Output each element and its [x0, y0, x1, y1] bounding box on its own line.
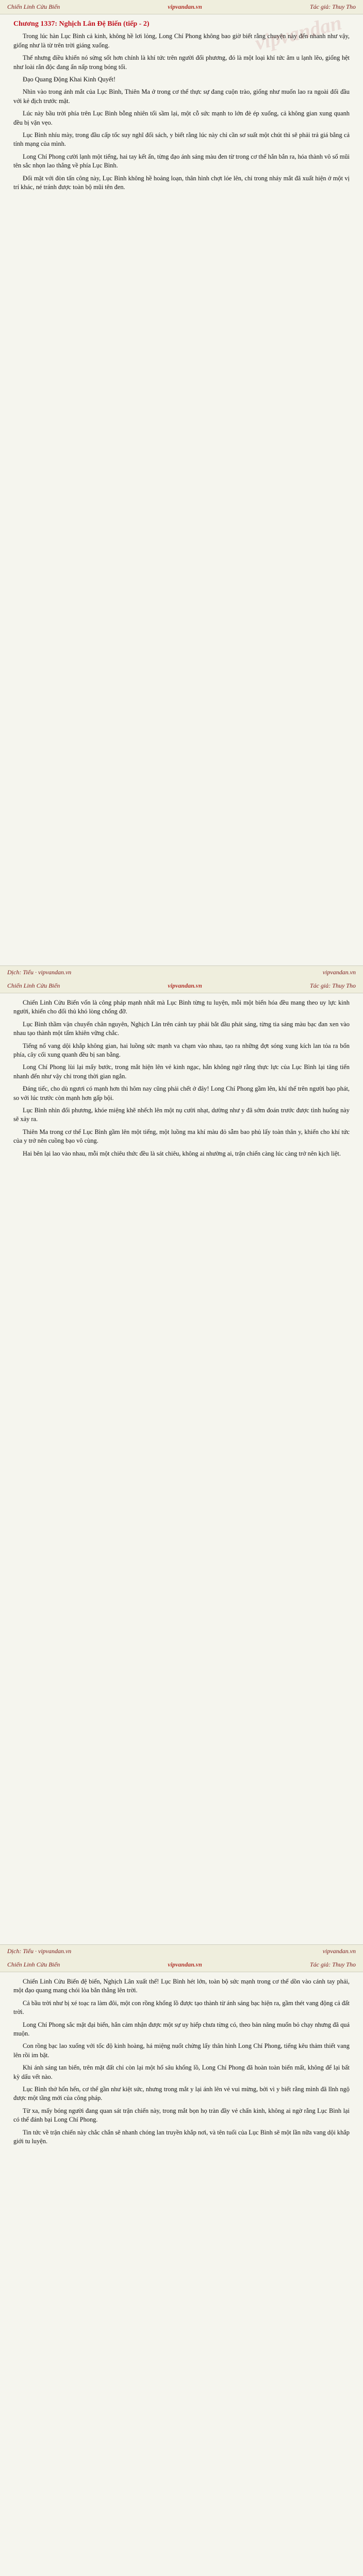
page-footer — [0, 1944, 363, 1958]
header-author: Tác giả: Thuy Tho — [309, 3, 356, 10]
paragraph: Đáng tiếc, cho dù ngươi có mạnh hơn thì hôm nay cũng phải chết ở đây! Long Chí Phong gầm lên, khí thế trên người bạo phát, so với lúc trước còn mạnh hơn gấp bội. — [13, 1085, 350, 1101]
header-site[interactable]: vipvandan.vn — [168, 982, 202, 989]
page-header — [0, 0, 363, 14]
footer-translator: Dịch: Tiểu · vipvandan.vn — [7, 1947, 72, 1955]
paragraph: Chiến Linh Cửu Biến đệ biến, Nghịch Lân xuất thế! Lục Bình hét lớn, toàn bộ sức mạnh trong cơ thể dồn vào cánh tay phải, một đạo quang mang chói lòa bắn thẳng lên trời. — [13, 1978, 350, 1994]
paragraph: Long Chí Phong lùi lại mấy bước, trong mắt hiện lên vẻ kinh ngạc, hắn không ngờ rằng thực lực của Lục Bình lại tăng tiến nhanh đến như vậy chỉ trong thời gian ngắn. — [13, 1063, 350, 1080]
paragraph: Lục Bình nhíu mày, trong đầu cấp tốc suy nghĩ đối sách, y biết rằng lúc này chỉ cần sơ suất một chút thì sẽ phải trả giá bằng cả tính mạng của mình. — [13, 131, 350, 148]
paragraph: Từ xa, mấy bóng người đang quan sát trận chiến này, trong mắt bọn họ tràn đầy vẻ chấn kinh, không ai ngờ rằng Lục Bình lại có thể đánh bại Long Chí Phong. — [13, 2107, 350, 2124]
paragraph: Thế nhưng điều khiến nó sửng sốt hơn chính là khí tức trên người đối phương, đó là một loại khí tức âm u lạnh lẽo, giống hệt như loài rắn độc đang ẩn nấp trong bóng tối. — [13, 54, 350, 71]
header-author: Tác giả: Thuy Tho — [309, 1961, 356, 1968]
watermark: vipvandan — [252, 10, 344, 55]
paragraph: Lục Bình thầm vận chuyển chân nguyên, Nghịch Lân trên cánh tay phải bắt đầu phát sáng, từng tia sáng màu bạc đan xen vào nhau tạo thành một tấm khiên vững chắc. — [13, 1020, 350, 1037]
paragraph: Lục Bình nhìn đối phương, khóe miệng khẽ nhếch lên một nụ cười nhạt, dường như y đã sớm đoán trước được tình huống này sẽ xảy ra. — [13, 1107, 350, 1123]
chapter-body — [0, 14, 363, 192]
paragraph: Trong lúc hàn Lục Bình cả kinh, không hề lơi lỏng, Long Chí Phong không bao giờ biết rằng chuyện này đến nhanh như vậy, giống như là từ trên trời giáng xuống. — [13, 32, 350, 49]
chapter-body — [0, 993, 363, 1158]
paragraph: Cả bầu trời như bị xé toạc ra làm đôi, một con rồng khổng lồ được tạo thành từ ánh sáng bạc hiện ra, gầm thét vang động cả đất trời. — [13, 1999, 350, 2016]
paragraph: Tin tức về trận chiến này chắc chắn sẽ nhanh chóng lan truyền khắp nơi, và tên tuổi của Lục Bình sẽ một lần nữa vang dội khắp giới tu luyện. — [13, 2128, 350, 2145]
paragraph: Long Chí Phong cười lạnh một tiếng, hai tay kết ấn, từng đạo ánh sáng màu đen từ trong cơ thể hắn bắn ra, hóa thành vô số mũi tên sắc nhọn lao thẳng về phía Lục Bình. — [13, 152, 350, 170]
paragraph: Nhìn vào trong ánh mắt của Lục Bình, Thiên Ma ở trong cơ thể thực sự đang cuộn trào, giống như muốn lao ra ngoài đối đầu với kẻ địch trước mặt. — [13, 88, 350, 105]
page-header — [0, 1958, 363, 1972]
paragraph: Chiến Linh Cửu Biến vốn là công pháp mạnh nhất mà Lục Bình từng tu luyện, mỗi một biến hóa đều mang theo uy lực kinh người, khiến cho đối thủ khó lòng chống đỡ. — [13, 999, 350, 1015]
footer-site[interactable]: vipvandan.vn — [322, 1947, 356, 1955]
paragraph: Khi ánh sáng tan biến, trên mặt đất chỉ còn lại một hố sâu khổng lồ, Long Chí Phong đã hoàn toàn biến mất, không để lại bất kỳ dấu vết nào. — [13, 2064, 350, 2080]
header-title: Chiến Linh Cửu Biến — [7, 3, 60, 10]
header-author: Tác giả: Thuy Tho — [309, 982, 356, 989]
page-section-3 — [0, 1958, 363, 2576]
footer-site[interactable]: vipvandan.vn — [322, 969, 356, 976]
paragraph: Tiếng nổ vang dội khắp không gian, hai luồng sức mạnh va chạm vào nhau, tạo ra những đợt sóng xung kích lan tỏa ra bốn phía, cây cối xung quanh đều bị san bằng. — [13, 1042, 350, 1059]
page-header — [0, 979, 363, 993]
paragraph: Con rồng bạc lao xuống với tốc độ kinh hoàng, há miệng nuốt chửng lấy thân hình Long Chí Phong, tiếng kêu thảm thiết vang lên rồi im bặt. — [13, 2042, 350, 2059]
header-site[interactable]: vipvandan.vn — [168, 1961, 202, 1968]
paragraph: Đối mặt với đòn tấn công này, Lục Bình không hề hoảng loạn, thân hình chợt lóe lên, chỉ trong nháy mắt đã xuất hiện ở một vị trí khác, né tránh được toàn bộ mũi tên đen. — [13, 174, 350, 191]
paragraph: Đạo Quang Động Khai Kinh Quyết! — [23, 76, 116, 83]
chapter-body — [0, 1972, 363, 2146]
header-title: Chiến Linh Cửu Biến — [7, 1961, 60, 1968]
paragraph: Lục Bình thở hổn hển, cơ thể gần như kiệt sức, nhưng trong mắt y lại ánh lên vẻ vui mừng, bởi vì y biết rằng mình đã lĩnh ngộ được một tầng mới của công pháp. — [13, 2086, 350, 2102]
page-footer — [0, 965, 363, 979]
header-title: Chiến Linh Cửu Biến — [7, 982, 60, 989]
paragraph: Thiên Ma trong cơ thể Lục Bình gầm lên một tiếng, một luồng ma khí màu đỏ sẫm bao phủ lấy toàn thân y, khiến cho khí tức của y trở nên cuồng bạo vô cùng. — [13, 1128, 350, 1145]
paragraph: Hai bên lại lao vào nhau, mỗi một chiêu thức đều là sát chiêu, không ai nhường ai, trận chiến càng lúc càng trở nên kịch liệt. — [23, 1149, 341, 1157]
paragraph: Lúc này bầu trời phía trên Lục Bình bỗng nhiên tối sầm lại, một cỗ sức mạnh to lớn đè ép xuống, cả không gian xung quanh đều bị vặn vẹo. — [13, 110, 350, 126]
footer-translator: Dịch: Tiểu · vipvandan.vn — [7, 969, 72, 976]
page-section-1 — [0, 0, 363, 979]
page-section-2 — [0, 979, 363, 1958]
paragraph: Long Chí Phong sắc mặt đại biến, hắn cảm nhận được một sự uy hiếp chưa từng có, theo bản năng muốn bỏ chạy nhưng đã quá muộn. — [13, 2021, 350, 2038]
header-site[interactable]: vipvandan.vn — [168, 3, 202, 10]
chapter-title: Chương 1337: Nghịch Lân Đệ Biến (tiếp - 2) — [13, 20, 150, 28]
